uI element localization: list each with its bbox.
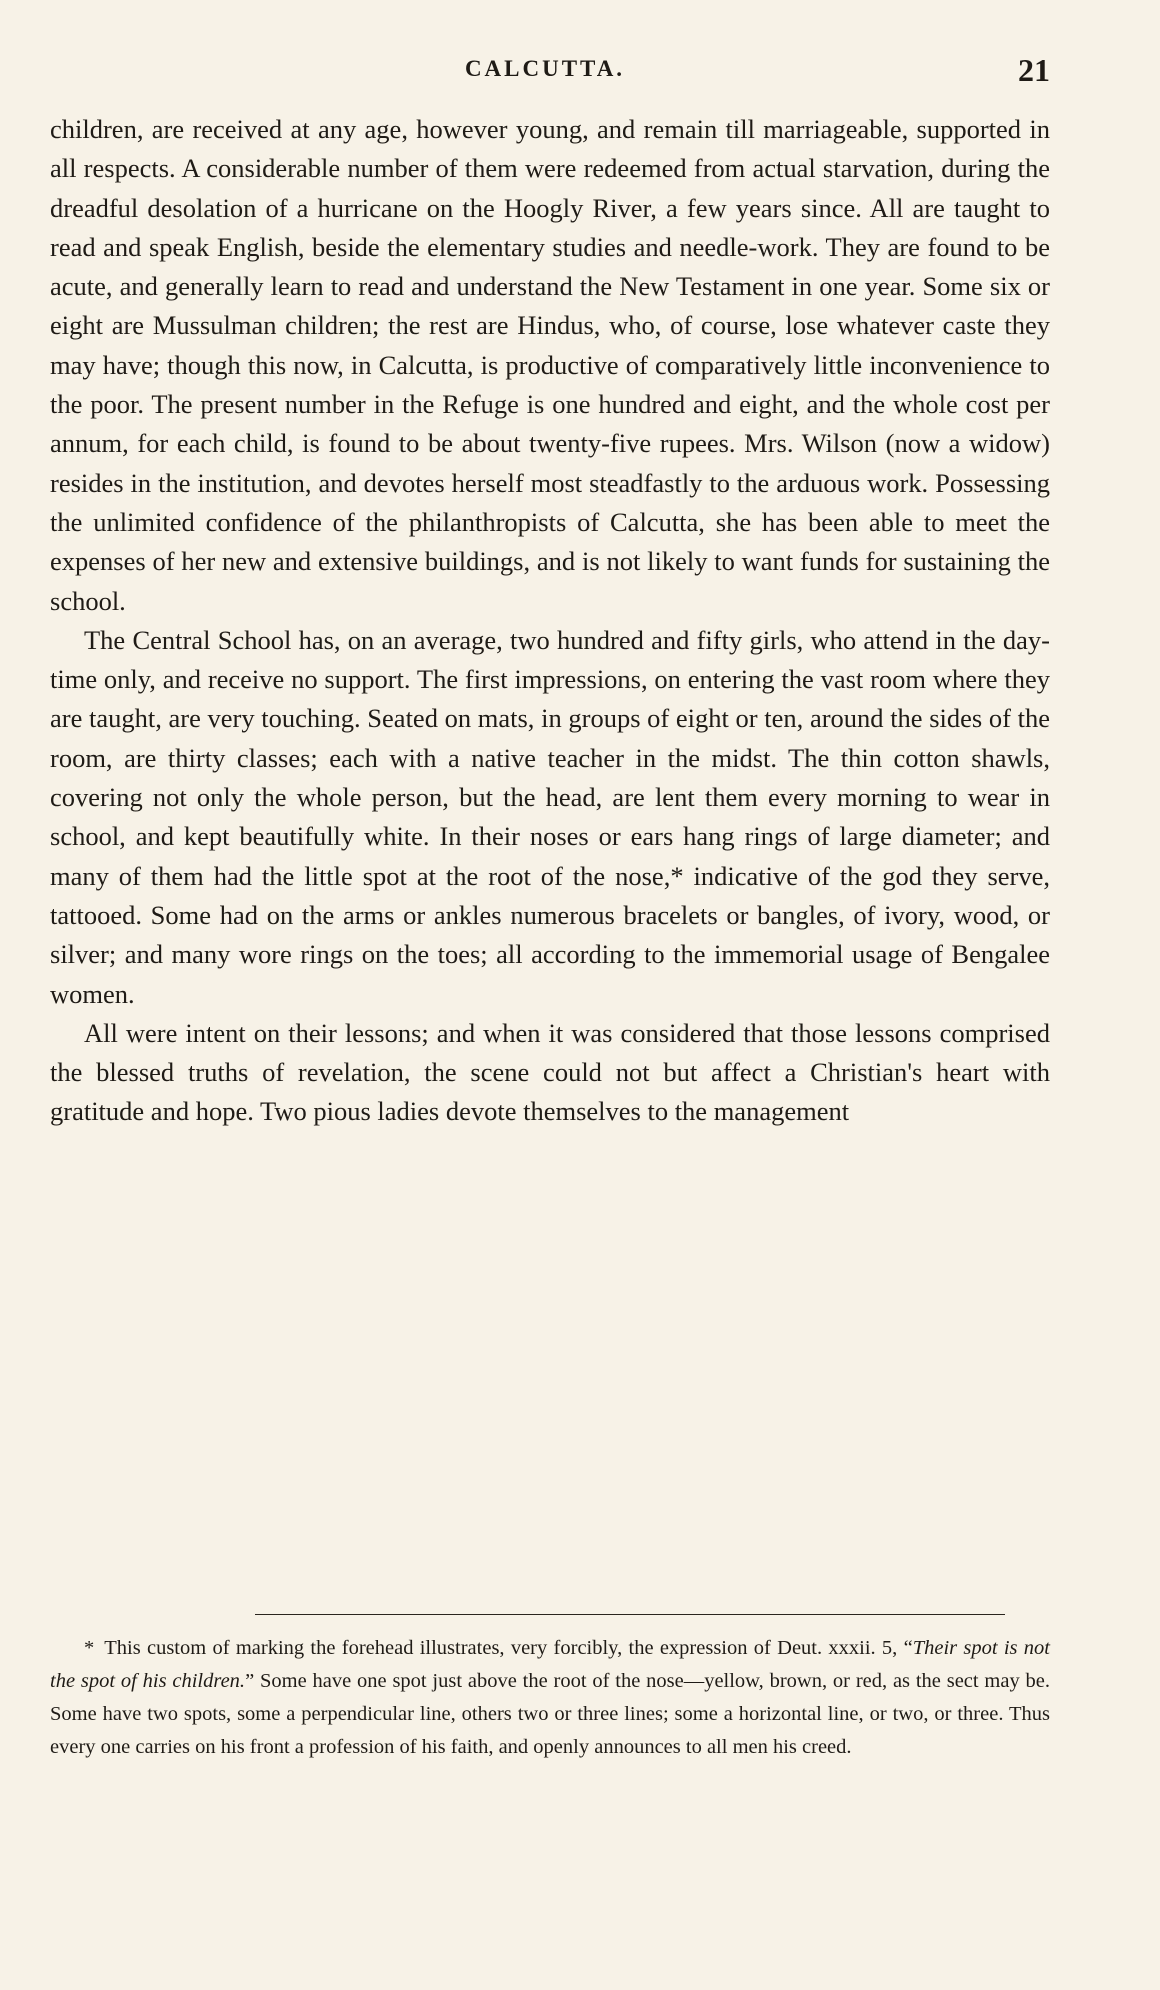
running-head (40, 52, 1050, 92)
footnote-text-before: This custom of marking the forehead illustrates, very forcibly, the expression of Deut. xxxii. 5, “ (104, 1637, 913, 1659)
running-title: CALCUTTA. (464, 56, 626, 81)
paragraph-3: All were intent on their lessons; and when it was considered that those lessons comprised the blessed truths of revelation, the scene could not but affect a Christian's heart with gratitude and hope. Two pious ladies devote themselves to the management (50, 1017, 1050, 1127)
footnote-paragraph (50, 1632, 1050, 1764)
footnote-rule (255, 1614, 1005, 1615)
page-number: 21 (1018, 52, 1050, 88)
footnote-quote: Their spot is not the spot of his children. (50, 1637, 1050, 1692)
footnote-marker: * (84, 1637, 95, 1659)
footnote (50, 1632, 1050, 1764)
footnote-text-after: ” Some have one spot just above the root of the nose—yellow, brown, or red, as the sect may be. Some have two spots, some a perpendicular line, others two or three lines; some a horizontal line, or two, or three. Thus every one carries on his front a profession of his faith, and openly announces to all men his creed. (50, 1670, 1050, 1758)
paragraph-2: The Central School has, on an average, two hundred and fifty girls, who attend in the day-time only, and receive no support. The first impressions, on entering the vast room where they are taught, are very touching. Seated on mats, in groups of eight or ten, around the sides of the room, are thirty classes; each with a native teacher in the midst. The thin cotton shawls, covering not only the whole person, but the head, are lent them every morning to wear in school, and kept beautifully white. In their noses or ears hang rings of large diameter; and many of them had the little spot at the root of the nose,* indicative of the god they serve, tattooed. Some had on the arms or ankles numerous bracelets or bangles, of ivory, wood, or silver; and many wore rings on the toes; all according to the immemorial usage of Bengalee women. (50, 624, 1050, 1009)
body-text (50, 110, 1050, 1132)
paragraph-1: children, are received at any age, however young, and remain till marriageable, supported in all respects. A considerable number of them were redeemed from actual starvation, during the dreadful desolation of a hurricane on the Hoogly River, a few years since. All are taught to read and speak English, beside the elementary studies and needle-work. They are found to be acute, and generally learn to read and understand the New Testament in one year. Some six or eight are Mussulman children; the rest are Hindus, who, of course, lose whatever caste they may have; though this now, in Calcutta, is productive of comparatively little inconvenience to the poor. The present number in the Refuge is one hundred and eight, and the whole cost per annum, for each child, is found to be about twenty-five rupees. Mrs. Wilson (now a widow) resides in the institution, and devotes herself most steadfastly to the arduous work. Possessing the unlimited confidence of the philanthropists of Calcutta, she has been able to meet the expenses of her new and extensive buildings, and is not likely to want funds for sustaining the school. (50, 114, 1050, 616)
